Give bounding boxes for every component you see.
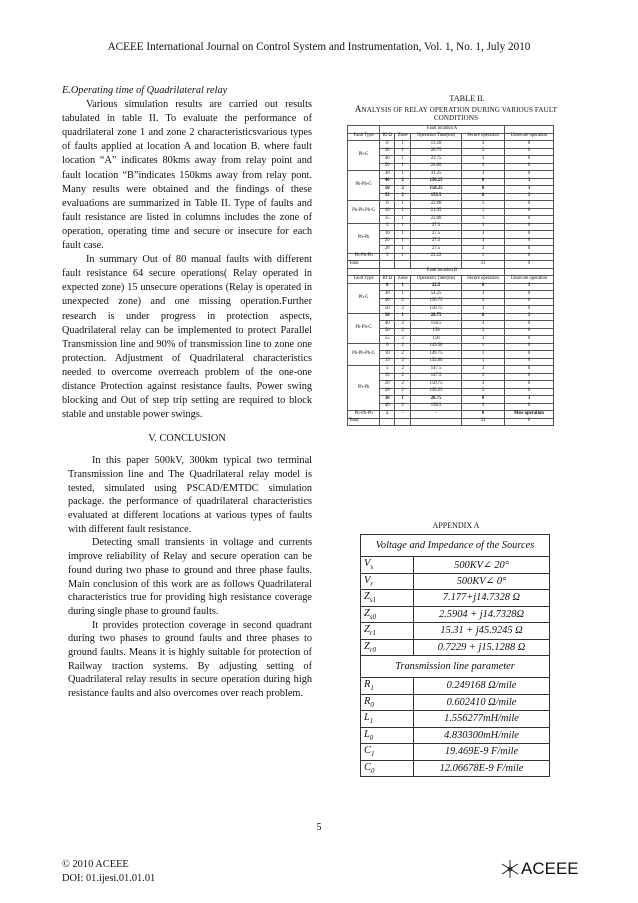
fault-type-cell: Ph-Ph-Ph-G <box>348 343 380 366</box>
header-row <box>348 133 554 141</box>
blank-cell <box>395 418 411 426</box>
conclusion-paragraph-1: In this paper 500kV, 300km typical two terminal Transmission line and The Quadrilateral relay model is tested, simulated using PSCAD/EMTDC simulation package. the performance of quadrilateral characteristics evaluated at different locations at various types of faults with different fault resistance. <box>68 455 312 535</box>
table-row <box>348 411 554 419</box>
table-cell: 0 <box>504 336 553 344</box>
table-cell: 1 <box>395 238 411 246</box>
table-cell: 2 <box>395 178 411 186</box>
table-cell: 0 <box>504 388 553 396</box>
table-cell: 0 <box>504 238 553 246</box>
column-header: Rf Ω <box>380 133 395 141</box>
table-cell: 158 <box>411 328 462 336</box>
table-cell: 1 <box>462 216 505 224</box>
parameter-row <box>361 557 550 574</box>
table-cell: 0 <box>504 208 553 216</box>
column-header: Secure operation <box>462 276 505 284</box>
table-cell: 2 <box>395 193 411 201</box>
table-cell: 22.5 <box>411 283 462 291</box>
parameter-symbol: $Z_{r0}$ <box>361 639 414 656</box>
table-cell: 27.5 <box>411 223 462 231</box>
total-unsecure: 9 <box>504 261 553 269</box>
table-cell: 147.5 <box>411 373 462 381</box>
table-cell: 155.5 <box>411 193 462 201</box>
header-row <box>348 276 554 284</box>
table-cell: 0 <box>462 283 505 291</box>
table-cell: 0 <box>504 366 553 374</box>
blank-cell <box>380 261 395 269</box>
parameter-symbol: $Z_{r1}$ <box>361 623 414 640</box>
table-cell: 0 <box>504 148 553 156</box>
blank-cell <box>395 261 411 269</box>
column-header: Operation Time(ms) <box>411 276 462 284</box>
table-cell: 10 <box>380 208 395 216</box>
table-cell: 3 <box>462 141 505 149</box>
table-cell: 150.25 <box>411 178 462 186</box>
table-cell: 20 <box>380 238 395 246</box>
section-title: E.Operating time of Quadrilateral relay <box>62 85 228 96</box>
table-row <box>348 201 554 209</box>
table-cell: 1 <box>462 201 505 209</box>
table-cell: 1 <box>462 358 505 366</box>
conclusion-paragraph-2: Detecting small transients in voltage and currents improve reliability of Relay and secure operation can be found during two phase to ground and three phase faults. Main conclusion of this work are as follows Quadrilateral characteristics true for providing high resistance coverage during single phase to ground faults. <box>68 537 312 617</box>
total-secure: 31 <box>462 261 505 269</box>
fault-type-cell: Ph-G <box>348 141 380 171</box>
table-row <box>348 283 554 291</box>
parameter-symbol: $R_1$ <box>361 678 414 695</box>
table-cell: 3 <box>462 321 505 329</box>
table-cell: 1 <box>395 246 411 254</box>
table-title: TABLE II. <box>449 94 485 103</box>
table-row <box>348 343 554 351</box>
table-cell: 3 <box>462 328 505 336</box>
table-cell: 1 <box>395 148 411 156</box>
table-cell: 0 <box>504 306 553 314</box>
parameter-value: 500KV∠ 0° <box>414 573 550 590</box>
parameter-value: 15.31 + j45.9245 Ω <box>414 623 550 640</box>
table-cell: 40 <box>380 403 395 411</box>
table-cell: 27.5 <box>411 231 462 239</box>
total-row <box>348 261 554 269</box>
table-cell: 1 <box>462 253 505 261</box>
table-cell: 3 <box>462 366 505 374</box>
fault-type-cell: Ph-Ph-G <box>348 171 380 201</box>
table-cell: 50 <box>380 163 395 171</box>
parameter-row <box>361 573 550 590</box>
page-number: 5 <box>316 822 322 833</box>
parameter-symbol: $C_0$ <box>361 760 414 777</box>
parameter-value: 2.5904 + j14.7328Ω <box>414 606 550 623</box>
table-cell: 5 <box>380 253 395 261</box>
table-row <box>348 313 554 321</box>
parameter-value: 19.469E-9 F/mile <box>414 744 550 761</box>
parameter-row <box>361 694 550 711</box>
table-cell: 2 <box>395 366 411 374</box>
table-cell: 30 <box>380 148 395 156</box>
table-cell: 2 <box>395 328 411 336</box>
fault-location-label: Fault location A <box>380 126 505 134</box>
table-cell: 0 <box>504 253 553 261</box>
table-cell: 3 <box>462 148 505 156</box>
table-cell: 1 <box>395 163 411 171</box>
table-cell: 22.22 <box>411 253 462 261</box>
table-cell: 1 <box>395 291 411 299</box>
table-cell: 150.75 <box>411 306 462 314</box>
table-cell: 0 <box>380 343 395 351</box>
table-cell: 149.75 <box>411 351 462 359</box>
table-cell: 3 <box>462 163 505 171</box>
location-row <box>348 126 554 134</box>
parameter-symbol: $C_1$ <box>361 744 414 761</box>
fault-location-label: Fault location B <box>380 268 505 276</box>
fault-type-cell: Ph-Ph-Ph <box>348 411 380 419</box>
table-cell: 3 <box>462 291 505 299</box>
table-cell: 15 <box>380 358 395 366</box>
table-cell: Miss operation <box>504 411 553 419</box>
table-cell: 2 <box>395 186 411 194</box>
table-cell: 0 <box>504 246 553 254</box>
table-cell: 3 <box>462 246 505 254</box>
parameter-value: 0.249168 Ω/mile <box>414 678 550 695</box>
table-cell: 0 <box>504 201 553 209</box>
table-cell: 28 <box>380 246 395 254</box>
table-cell: 2 <box>395 321 411 329</box>
table-cell: 1 <box>395 216 411 224</box>
table-cell: 5 <box>380 411 395 419</box>
table-cell: 40 <box>380 156 395 164</box>
column-header: Fault Type <box>348 133 380 141</box>
table-cell: 0 <box>462 313 505 321</box>
parameter-row <box>361 590 550 607</box>
table-cell: 0 <box>380 283 395 291</box>
appendix-title: APPENDIX A <box>432 521 480 530</box>
total-unsecure: 6 <box>504 418 553 426</box>
parameter-row <box>361 639 550 656</box>
table-cell: 3 <box>462 306 505 314</box>
table-cell: 0 <box>504 403 553 411</box>
table-cell: 55 <box>380 193 395 201</box>
fault-type-cell: Ph-Ph <box>348 223 380 253</box>
parameter-symbol: $Z_{s1}$ <box>361 590 414 607</box>
table-cell: 1 <box>462 351 505 359</box>
table-cell: 0 <box>462 411 505 419</box>
heading-row <box>361 535 550 557</box>
table-cell: 21.95 <box>411 208 462 216</box>
table-cell: 0 <box>504 358 553 366</box>
table-cell: 0 <box>504 171 553 179</box>
table-cell: 20 <box>380 381 395 389</box>
parameter-row <box>361 678 550 695</box>
table-cell: 1 <box>395 208 411 216</box>
table-cell: 15 <box>380 216 395 224</box>
table-cell: 2 <box>395 358 411 366</box>
table-row <box>348 141 554 149</box>
table-cell: 13.50 <box>411 141 462 149</box>
footer <box>62 858 155 886</box>
table-cell: 0 <box>504 291 553 299</box>
parameter-row <box>361 606 550 623</box>
table-cell: 22.00 <box>411 216 462 224</box>
table-row <box>348 223 554 231</box>
table-cell: 0 <box>504 298 553 306</box>
table-cell: 15 <box>380 373 395 381</box>
table-cell: 10 <box>380 231 395 239</box>
column-header: Rf Ω <box>380 276 395 284</box>
table-cell: 10 <box>380 351 395 359</box>
table-cell: 0 <box>504 328 553 336</box>
table-cell: 2 <box>395 343 411 351</box>
conclusion-paragraph-3: It provides protection coverage in second quadrant during two phases to ground faults and three phases to ground faults. Means it is highly suitable for protection of Railway traction systems. By adjusting setting of Quadrilateral relay results in secure operation during high resistance faults and also overcomes over reach problem. <box>68 619 312 700</box>
total-secure: 33 <box>462 418 505 426</box>
fault-type-cell: Ph-G <box>348 283 380 313</box>
parameter-symbol: $V_s$ <box>361 557 414 574</box>
table-cell: 3 <box>504 283 553 291</box>
table-cell: 0 <box>504 321 553 329</box>
parameter-row <box>361 711 550 728</box>
table-cell: 0 <box>504 231 553 239</box>
table-cell: 0 <box>504 373 553 381</box>
parameter-value: 1.556277mH/mile <box>414 711 550 728</box>
table-cell: 50 <box>380 328 395 336</box>
table-cell: 50 <box>380 186 395 194</box>
table-cell: 3 <box>462 403 505 411</box>
table-cell: 2 <box>395 298 411 306</box>
table-cell: 147.5 <box>411 366 462 374</box>
table-cell: 0 <box>504 156 553 164</box>
fault-type-cell: Ph-Ph <box>348 366 380 411</box>
blank-cell <box>504 126 553 134</box>
table-cell: 152.00 <box>411 358 462 366</box>
table-cell: 3 <box>462 298 505 306</box>
aceee-logo <box>500 858 582 880</box>
table-cell: 1 <box>395 171 411 179</box>
blank-cell <box>348 126 380 134</box>
table-cell: 40 <box>380 298 395 306</box>
total-label: Total <box>348 261 380 269</box>
table-cell: 0 <box>504 381 553 389</box>
table-cell: 3 <box>504 178 553 186</box>
table-cell: 158.5 <box>411 403 462 411</box>
table-ii-container <box>340 94 572 426</box>
table-cell: 3 <box>462 388 505 396</box>
table-cell: 2 <box>395 381 411 389</box>
table-cell: 40 <box>380 321 395 329</box>
table-cell: 150.25 <box>411 186 462 194</box>
parameter-value: 0.7229 + j15.1288 Ω <box>414 639 550 656</box>
left-column <box>62 84 312 701</box>
table-cell: 31.25 <box>411 171 462 179</box>
table-cell: 30 <box>380 313 395 321</box>
star-logo-icon <box>500 859 520 879</box>
table-cell: 0 <box>504 163 553 171</box>
parameter-row <box>361 744 550 761</box>
column-header: Zone <box>395 133 411 141</box>
table-cell: 0 <box>462 178 505 186</box>
table-cell: 1 <box>395 201 411 209</box>
parameter-value: 4.830300mH/mile <box>414 727 550 744</box>
parameter-symbol: $L_0$ <box>361 727 414 744</box>
table-cell: 0 <box>462 396 505 404</box>
table-cell: 1 <box>395 283 411 291</box>
table-row <box>348 171 554 179</box>
doi: DOI: 01.ijesi.01.01.01 <box>62 872 156 884</box>
table-cell: 3 <box>462 238 505 246</box>
table-cell: 28 <box>380 388 395 396</box>
column-header: Secure operation <box>462 133 505 141</box>
table-cell: 27.5 <box>411 238 462 246</box>
conclusion-heading: V. CONCLUSION <box>148 433 226 445</box>
blank-cell <box>411 261 462 269</box>
table-cell: 2 <box>395 388 411 396</box>
table-cell: 54.25 <box>411 291 462 299</box>
table-cell: 28.75 <box>411 313 462 321</box>
table-cell: 1 <box>395 313 411 321</box>
table-cell: 158.5 <box>411 321 462 329</box>
table-cell: 1 <box>395 231 411 239</box>
table-cell: 0 <box>504 223 553 231</box>
parameter-symbol: $Z_{s0}$ <box>361 606 414 623</box>
table-cell: 28.75 <box>411 396 462 404</box>
table-cell: 3 <box>504 193 553 201</box>
fault-type-cell: Ph-Ph-Ph-G <box>348 201 380 224</box>
blank-cell <box>504 268 553 276</box>
table-cell: 0 <box>462 186 505 194</box>
table-cell: 55 <box>380 336 395 344</box>
table-cell: 2 <box>395 306 411 314</box>
table-cell: 40 <box>380 178 395 186</box>
table-cell: 1 <box>395 396 411 404</box>
table-cell: 1 <box>395 156 411 164</box>
parameter-row <box>361 623 550 640</box>
table-cell: 3 <box>504 313 553 321</box>
table-cell: 5 <box>380 366 395 374</box>
table-cell: 3 <box>462 223 505 231</box>
table-cell: 0 <box>380 141 395 149</box>
logo-text: ACEEE <box>521 859 579 878</box>
appendix-parameters-table <box>360 534 550 777</box>
column-header: Operation Time(ms) <box>411 133 462 141</box>
table-cell: 1 <box>395 223 411 231</box>
table-cell: 0 <box>380 201 395 209</box>
blank-cell <box>348 268 380 276</box>
column-header: Unsecure operation <box>504 133 553 141</box>
location-row <box>348 268 554 276</box>
table-row <box>348 366 554 374</box>
blank-cell <box>380 418 395 426</box>
column-header: Fault Type <box>348 276 380 284</box>
parameter-row <box>361 760 550 777</box>
table-cell: 149.50 <box>411 343 462 351</box>
table-cell: 0 <box>504 351 553 359</box>
parameter-value: 500KV∠ 20° <box>414 557 550 574</box>
table-cell: 30 <box>380 396 395 404</box>
table-cell: 3 <box>462 373 505 381</box>
parameter-row <box>361 727 550 744</box>
table-cell: 23.75 <box>411 156 462 164</box>
parameter-symbol: $R_0$ <box>361 694 414 711</box>
table-cell: 158 <box>411 336 462 344</box>
table-cell: 2 <box>395 373 411 381</box>
table-cell: 3 <box>504 186 553 194</box>
journal-header: ACEEE International Journal on Control System and Instrumentation, Vol. 1, No. 1, July 2010 <box>107 41 531 53</box>
table-cell: 0 <box>504 141 553 149</box>
column-header: Unsecure operation <box>504 276 553 284</box>
table-cell: 22.00 <box>411 201 462 209</box>
parameter-value: 0.602410 Ω/mile <box>414 694 550 711</box>
relay-operation-table <box>347 125 554 426</box>
table-row <box>348 253 554 261</box>
table-cell: 27.5 <box>411 246 462 254</box>
table-cell: 50 <box>380 306 395 314</box>
column-header: Zone <box>395 276 411 284</box>
table-cell: 0 <box>504 343 553 351</box>
table-cell: 3 <box>462 171 505 179</box>
table-cell: 3 <box>504 396 553 404</box>
table-cell: 0 <box>504 216 553 224</box>
table-cell: 2 <box>395 336 411 344</box>
table-cell: 30 <box>380 291 395 299</box>
copyright: © 2010 ACEEE <box>62 859 129 870</box>
parameter-symbol: $V_r$ <box>361 573 414 590</box>
paragraph-summary: In summary Out of 80 manual faults with different fault resistance 64 secure operations( Relay operated in expected zone) 15 unsecure operations (Relay is operated in unexpected zone) and one missing operation.Further research is under progress in protection aspects, Quadrilateral relay can be implemented to protect Parallel Transmission line and 90% of transmission line to zone one protection. Adjustment of Quadrilateral characteristics needed to overcome overreach problem of the one-one distance Protection against resistance faults. Power swing blocking and Out of step trip setting are required to block stable and unstable power swings. <box>62 254 312 421</box>
total-row <box>348 418 554 426</box>
parameter-symbol: $L_1$ <box>361 711 414 728</box>
table-cell: 30 <box>380 171 395 179</box>
table-cell: 24.00 <box>411 163 462 171</box>
parameter-value: 12.06678E-9 F/mile <box>414 760 550 777</box>
table-cell: 150.75 <box>411 298 462 306</box>
table-cell: 150.25 <box>411 388 462 396</box>
table-cell: 1 <box>395 253 411 261</box>
blank-cell <box>411 418 462 426</box>
table-cell: 5 <box>380 223 395 231</box>
line-parameter-heading: Transmission line parameter <box>361 656 550 678</box>
table-subtitle: ANALYSIS OF RELAY OPERATION DURING VARIOUS FAULT CONDITIONS <box>354 104 558 122</box>
total-label: Total <box>348 418 380 426</box>
table-cell: 2 <box>395 351 411 359</box>
table-cell: 3 <box>462 336 505 344</box>
table-cell: 3 <box>462 381 505 389</box>
table-cell: - <box>411 411 462 419</box>
paragraph-results: Various simulation results are carried out results tabulated in table II. To evaluate the performance of quadrilateral zone 1 and zone 2 characteristicsvarious types of faults applied at location A and location B. where fault location “A” indicates 80kms away from relay point and fault location “B”indicates 150kms away from relay pont. Many results were obtained and the findings of these evaluations are summarized in Table II. Type of faults and fault resistance are listed in columns includes the zone of operation, operating time and secure or insecure for each fault case. <box>62 99 312 252</box>
table-cell: 150.75 <box>411 381 462 389</box>
table-cell: 3 <box>462 156 505 164</box>
table-cell: 2 <box>395 403 411 411</box>
table-cell: 3 <box>462 231 505 239</box>
fault-type-cell: Ph-Ph-Ph <box>348 253 380 261</box>
fault-type-cell: Ph-Ph-G <box>348 313 380 343</box>
table-cell: 1 <box>462 208 505 216</box>
table-cell: 1 <box>395 141 411 149</box>
parameter-value: 7.177+j14.7328 Ω <box>414 590 550 607</box>
table-cell: 1 <box>462 343 505 351</box>
table-cell: - <box>395 411 411 419</box>
sources-heading: Voltage and Impedance of the Sources <box>361 535 550 557</box>
heading-row <box>361 656 550 678</box>
table-cell: 20.75 <box>411 148 462 156</box>
table-cell: 0 <box>462 193 505 201</box>
